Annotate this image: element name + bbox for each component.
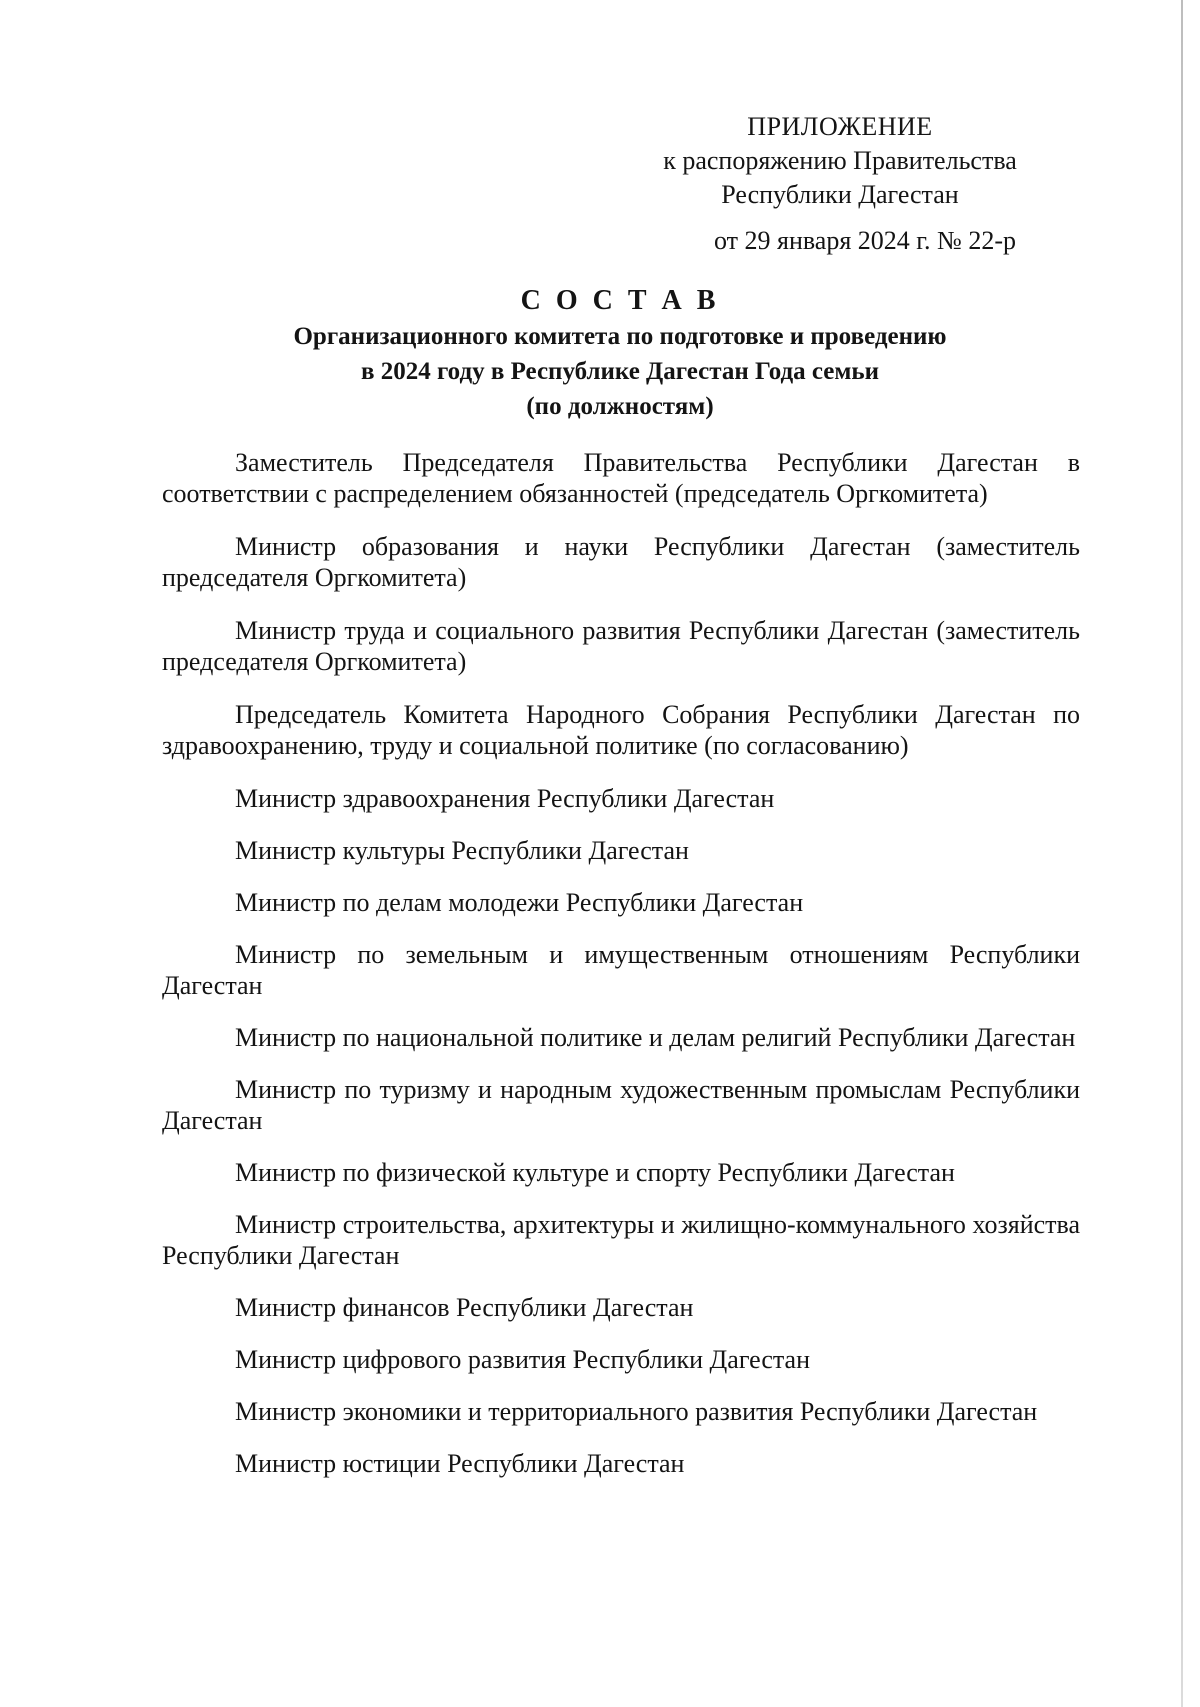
scan-edge-line: [1181, 0, 1183, 1707]
member-item: Министр цифрового развития Республики Дагестан: [235, 1345, 810, 1374]
member-item: Председатель Комитета Народного Собрания Республики Дагестан по здравоохранению, труду и социальной политике (по согласованию): [162, 700, 1080, 760]
heading-subtitle-line-3: (по должностям): [526, 393, 714, 420]
appendix-block: [600, 110, 1080, 258]
member-item: Заместитель Председателя Правительства Республики Дагестан в соответствии с распределением обязанностей (председатель Оргкомитета): [162, 448, 1080, 508]
member-item: Министр экономики и территориального развития Республики Дагестан: [235, 1397, 1038, 1426]
member-item: Министр здравоохранения Республики Дагестан: [235, 784, 775, 813]
member-item: Министр по физической культуре и спорту Республики Дагестан: [235, 1158, 955, 1187]
heading-subtitle-line-1: Организационного комитета по подготовке и проведению: [293, 323, 947, 350]
member-item: Министр по делам молодежи Республики Дагестан: [235, 888, 804, 917]
member-item: Министр труда и социального развития Республики Дагестан (заместитель председателя Оргкомитета): [162, 616, 1080, 676]
heading-subtitle-line-2: в 2024 году в Республике Дагестан Года семьи: [360, 358, 880, 385]
heading-title: С О С Т А В: [520, 285, 720, 316]
appendix-line-2: Республики Дагестан: [721, 180, 959, 209]
appendix-date: от 29 января 2024 г. № 22-р: [713, 226, 1017, 255]
committee-members-list: [162, 447, 1080, 1500]
member-item: Министр строительства, архитектуры и жилищно-коммунального хозяйства Республики Дагестан: [162, 1210, 1080, 1270]
member-item: Министр культуры Республики Дагестан: [235, 836, 689, 865]
member-item: Министр финансов Республики Дагестан: [235, 1293, 694, 1322]
appendix-line-1: к распоряжению Правительства: [663, 146, 1017, 175]
document-heading: [160, 283, 1080, 424]
member-item: Министр образования и науки Республики Дагестан (заместитель председателя Оргкомитета): [162, 532, 1080, 592]
member-item: Министр по туризму и народным художественным промыслам Республики Дагестан: [162, 1075, 1080, 1135]
member-item: Министр по национальной политике и делам религий Республики Дагестан: [235, 1023, 1076, 1052]
appendix-title: ПРИЛОЖЕНИЕ: [747, 112, 933, 141]
member-item: Министр юстиции Республики Дагестан: [235, 1449, 685, 1478]
member-item: Министр по земельным и имущественным отношениям Республики Дагестан: [162, 940, 1080, 1000]
